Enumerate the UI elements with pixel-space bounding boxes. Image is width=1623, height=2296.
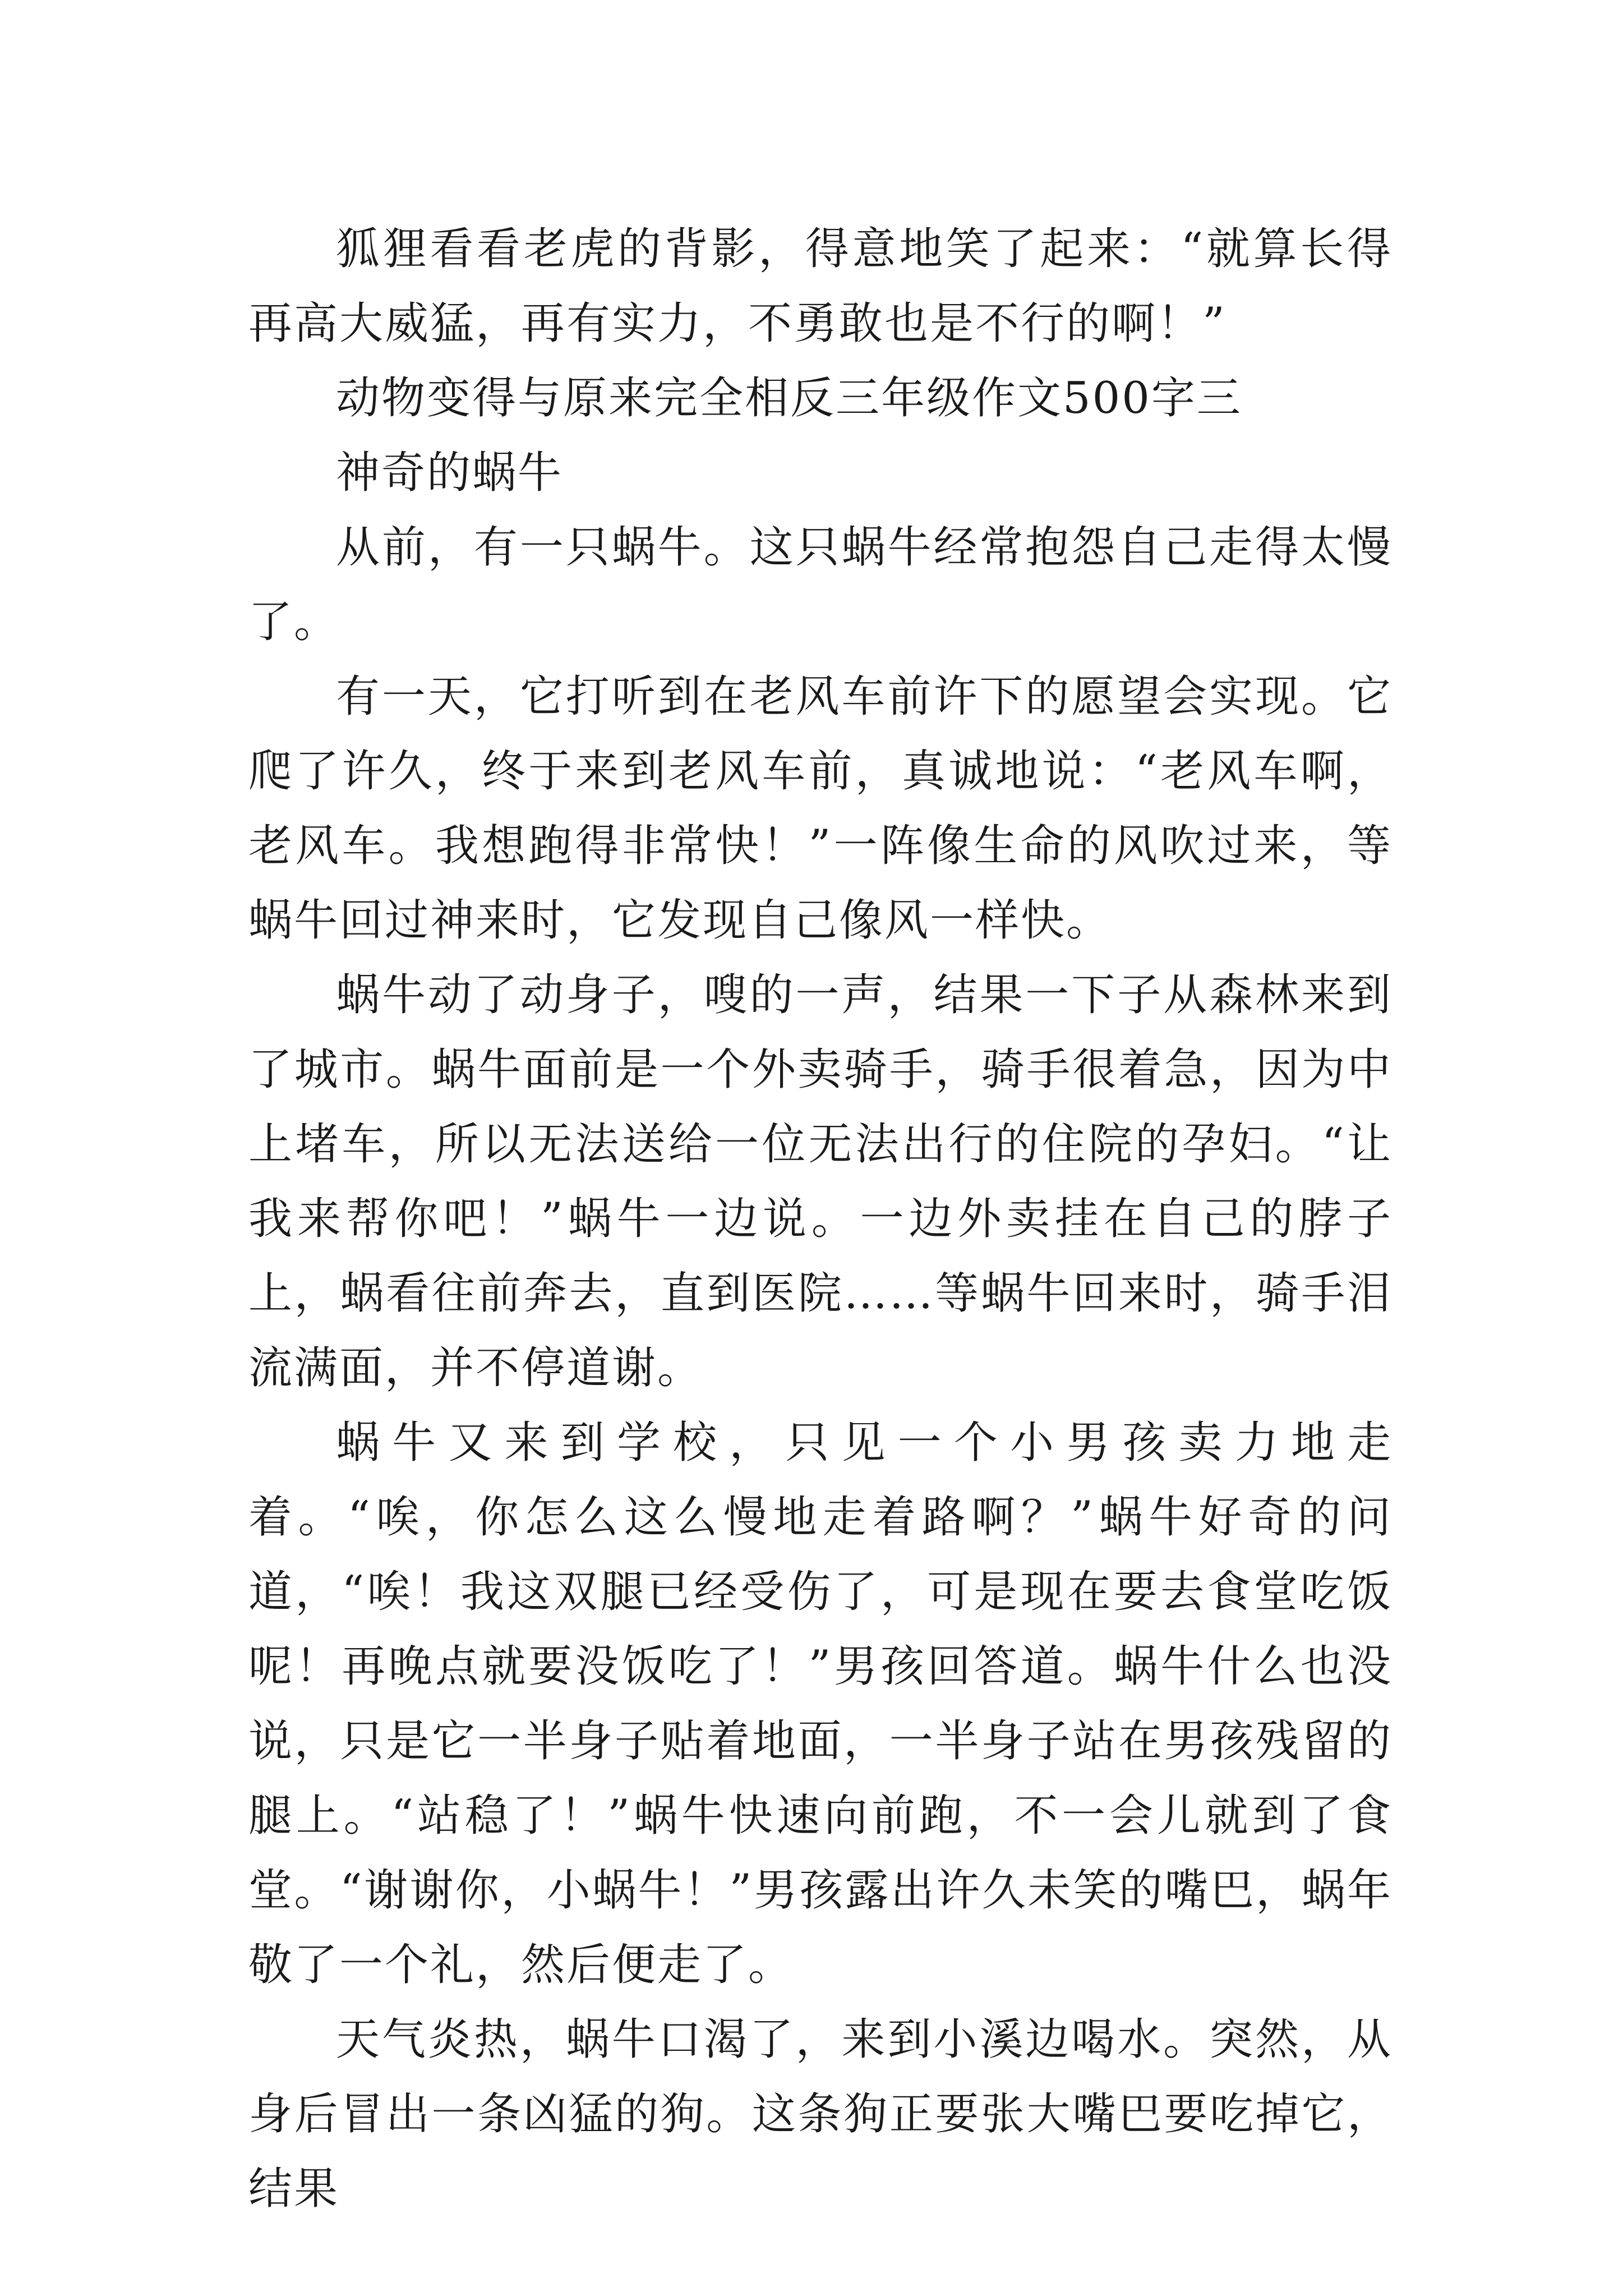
paragraph-intro: 从前，有一只蜗牛。这只蜗牛经常抱怨自己走得太慢了。 [248,522,1393,647]
paragraph-windmill: 有一天，它打听到在老风车前许下的愿望会实现。它爬了许久，终于来到老风车前，真诚地说：“老风车啊，老风车。我想跑得非常快！”一阵像生命的风吹过来，等蜗牛回过神来时，它发现自己像风一样快。 [248,671,1393,946]
essay-heading: 动物变得与原来完全相反三年级作文500字三 [336,373,1242,424]
paragraph-fox-ending: 狐狸看看老虎的背影，得意地笑了起来：“就算长得再高大威猛，再有实力，不勇敢也是不行的啊！” [248,224,1393,349]
document-body [248,212,1393,2226]
paragraph-school: 蜗牛又来到学校，只见一个小男孩卖力地走着。“唉，你怎么这么慢地走着路啊？”蜗牛好奇的问道，“唉！我这双腿已经受伤了，可是现在要去食堂吃饭呢！再晚点就要没饭吃了！”男孩回答道。蜗牛什么也没说，只是它一半身子贴着地面，一半身子站在男孩残留的腿上。“站稳了！”蜗牛快速向前跑，不一会儿就到了食堂。“谢谢你，小蜗牛！”男孩露出许久未笑的嘴巴，蜗年敬了一个礼，然后便走了。 [248,1418,1393,1990]
paragraph-delivery: 蜗牛动了动身子，嗖的一声，结果一下子从森林来到了城市。蜗牛面前是一个外卖骑手，骑手很着急，因为中上堵车，所以无法送给一位无法出行的住院的孕妇。“让我来帮你吧！”蜗牛一边说。一边外卖挂在自己的脖子上，蜗看往前奔去，直到医院……等蜗牛回来时，骑手泪流满面，并不停道谢。 [248,970,1393,1393]
essay-title: 神奇的蜗牛 [336,448,564,498]
paragraph-stream: 天气炎热，蜗牛口渴了，来到小溪边喝水。突然，从身后冒出一条凶猛的狗。这条狗正要张大嘴巴要吃掉它，结果 [248,2014,1393,2214]
